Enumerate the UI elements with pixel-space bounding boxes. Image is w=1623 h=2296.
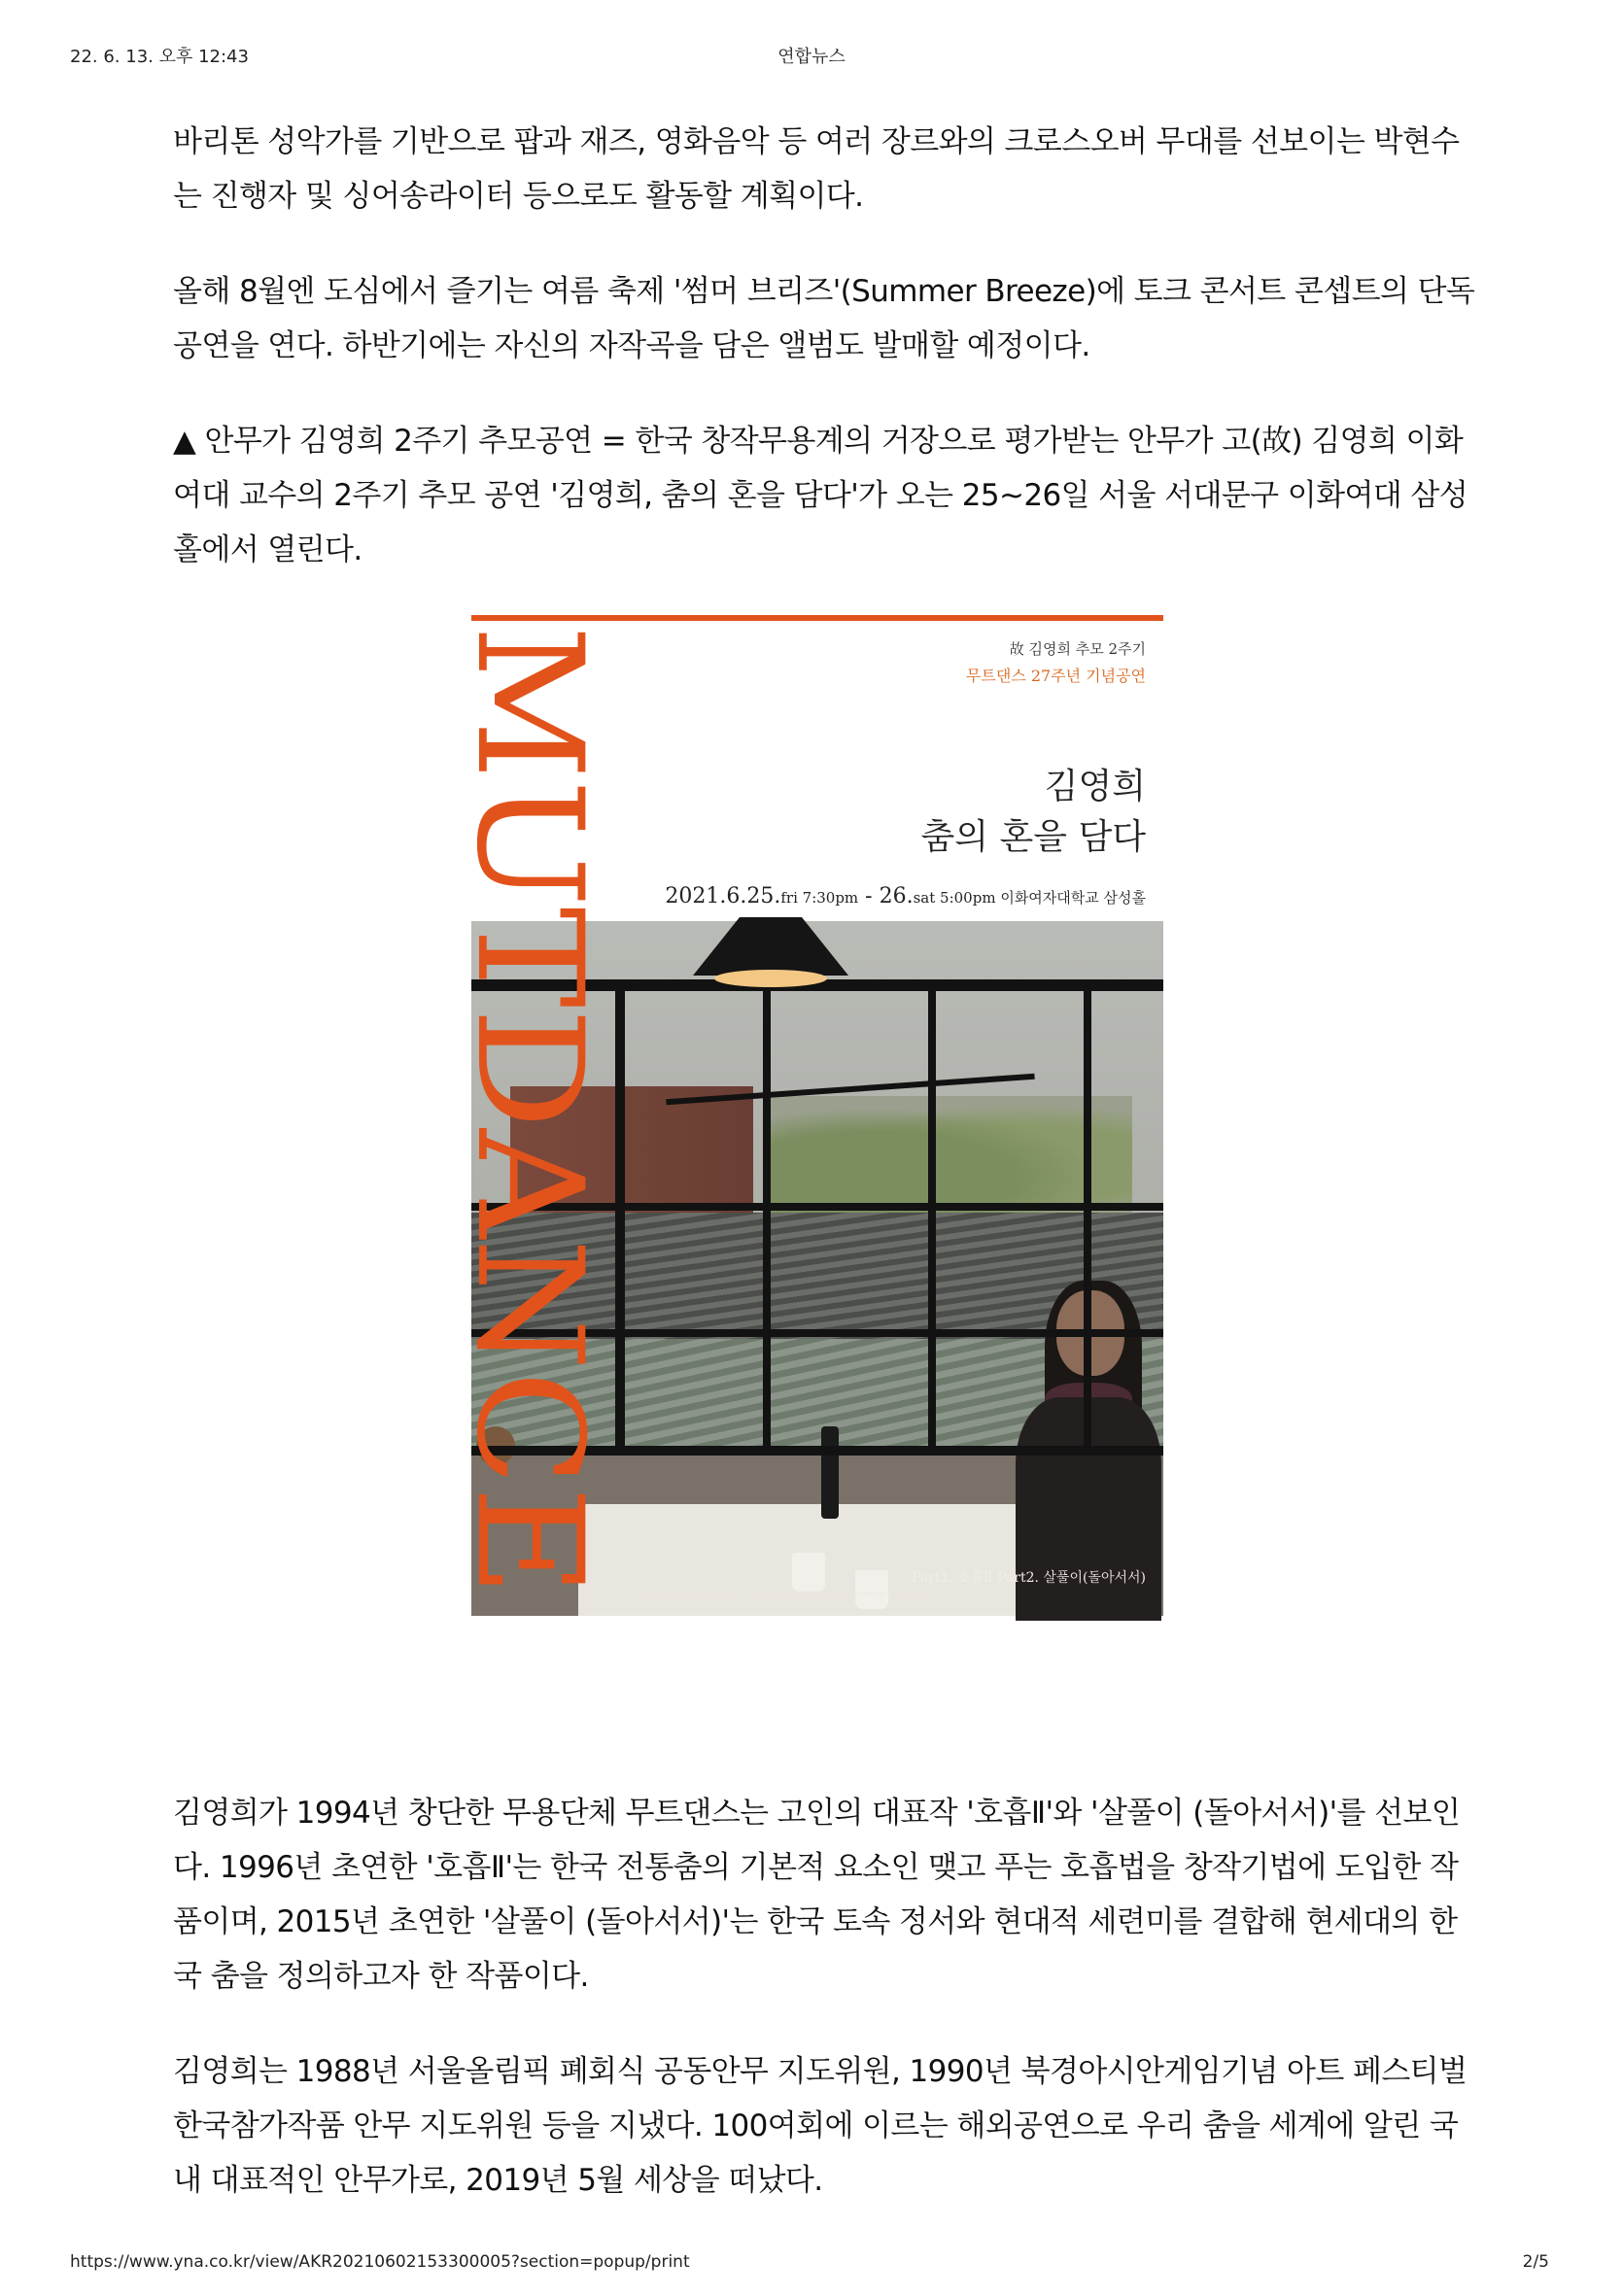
mutdance-wordmark xyxy=(444,625,613,1606)
article-paragraph: ▲ 안무가 김영희 2주기 추모공연 = 한국 창작무용계의 거장으로 평가받는 안무가 고(故) 김영희 이화여대 교수의 2주기 추모 공연 '김영희, 춤의 혼을 담다'가 오는 25~26일 서울 서대문구 이화여대 삼성홀에서 열린다. xyxy=(173,424,1468,567)
poster-subtitle-memorial: 故 김영희 추모 2주기 xyxy=(1009,640,1146,658)
page-number: 2/5 xyxy=(1522,2252,1549,2272)
article-paragraph: 올해 8월엔 도심에서 즐기는 여름 축제 '썸머 브리즈'(Summer Breeze)에 토크 콘서트 콘셉트의 단독 공연을 연다. 하반기에는 자신의 자작곡을 담은 앨범도 발매할 예정이다. xyxy=(173,274,1475,363)
performance-poster xyxy=(444,615,1163,1616)
poster-fineprint: 주최·주관 MUTDANCE 후원 YouTube 티켓 30,000원 예매 www.tumblbug.com/2021mutdance 문의 02-525-1117 | 010-5045-8623 xyxy=(627,1592,929,1597)
poster-title-phrase: 춤의 혼을 담다 xyxy=(920,817,1146,857)
site-title: 연합뉴스 xyxy=(777,47,846,67)
print-datetime: 22. 6. 13. 오후 12:43 xyxy=(70,47,249,67)
article-paragraph: 김영희가 1994년 창단한 무용단체 무트댄스는 고인의 대표작 '호흡Ⅱ'와 '살풀이 (돌아서서)'를 선보인다. 1996년 초연한 '호흡Ⅱ'는 한국 전통춤의 기본적 요소인 맺고 푸는 호흡법을 창작기법에 도입한 작품이며, 2015년 초연한 '살풀이 (돌아서서)'는 한국 토속 정서와 현대적 세련미를 결합해 현세대의 한국 춤을 정의하고자 한 작품이다. xyxy=(173,1796,1461,1994)
poster-subtitle-anniversary: 무트댄스 27주년 기념공연 xyxy=(965,667,1146,685)
poster-program: Part1. 호흡Ⅱ Part2. 살풀이(돌아서서) xyxy=(911,1570,1146,1586)
poster-title-name: 김영희 xyxy=(1044,767,1146,806)
article-paragraph: 김영희는 1988년 서울올림픽 폐회식 공동안무 지도위원, 1990년 북경아시안게임기념 아트 페스티벌 한국참가작품 안무 지도위원 등을 지냈다. 100여회에 이르는 해외공연으로 우리 춤을 세계에 알린 국내 대표적인 안무가로, 2019년 5월 세상을 떠났다. xyxy=(173,2054,1468,2198)
article-paragraph: 바리톤 성악가를 기반으로 팝과 재즈, 영화음악 등 여러 장르와의 크로스오버 무대를 선보이는 박현수는 진행자 및 싱어송라이터 등으로도 활동할 계획이다. xyxy=(173,124,1460,214)
poster-date: 2021.6.25.fri 7:30pm - 26.sat 5:00pm 이화여자대학교 삼성홀 xyxy=(665,884,1146,908)
page-url: https://www.yna.co.kr/view/AKR20210602153300005?section=popup/print xyxy=(70,2252,690,2272)
poster-top-rule xyxy=(471,615,1163,621)
wordmark-text: MUTDANCE xyxy=(444,625,613,1562)
